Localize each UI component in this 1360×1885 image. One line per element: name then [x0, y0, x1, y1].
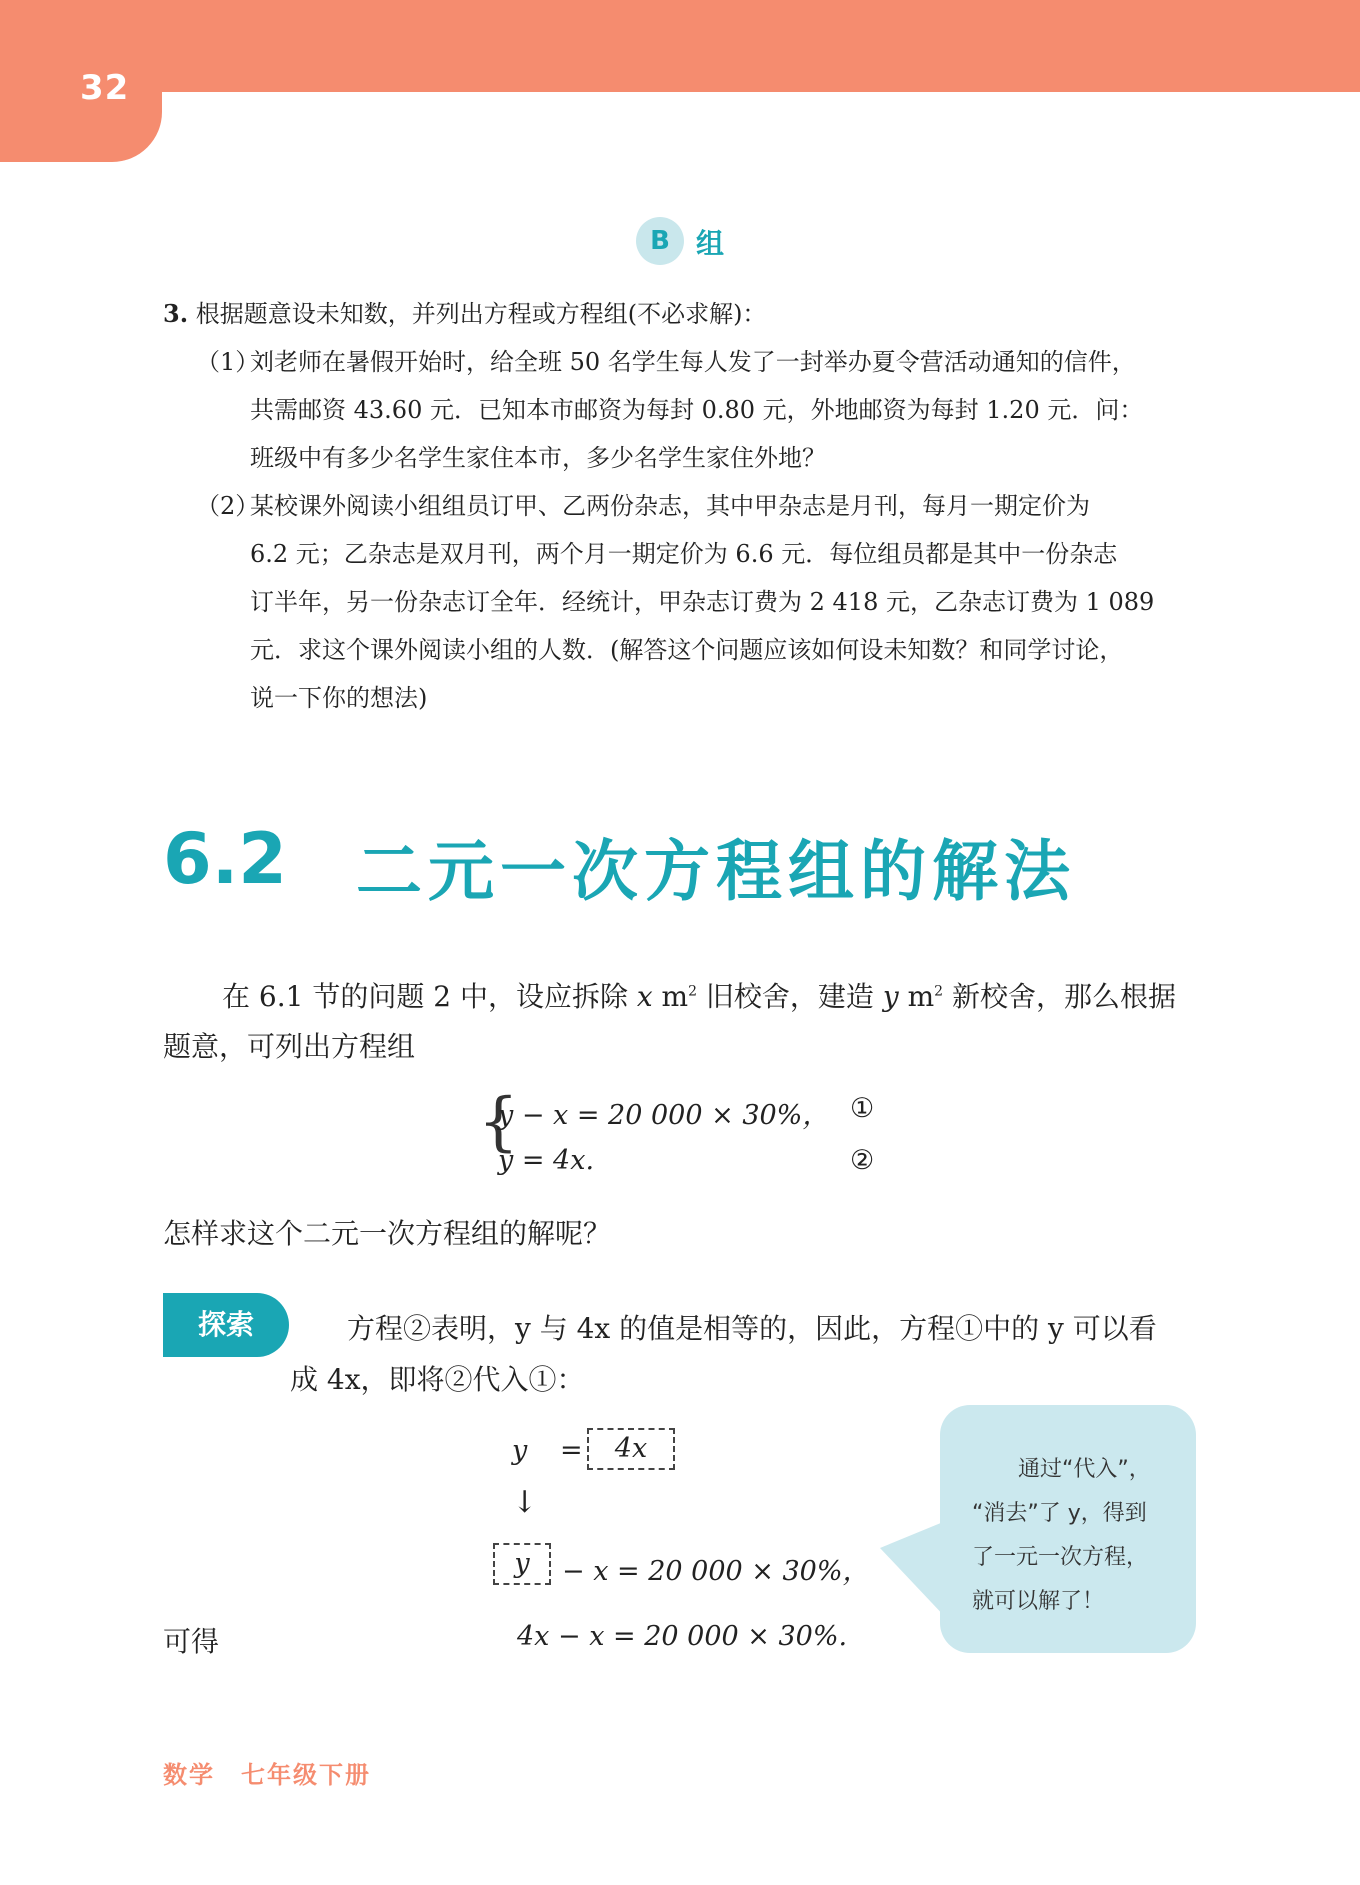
bubble-line: 通过“代入”， — [1018, 1457, 1151, 1482]
item-2-line: 元．求这个课外阅读小组的人数．(解答这个问题应该如何设未知数？和同学讨论， — [250, 636, 1124, 664]
intro-line-1 — [222, 975, 1176, 1015]
unit-sup: 2 — [934, 983, 944, 1000]
page-number: 32 — [80, 68, 130, 108]
section-number: 6.2 — [163, 818, 288, 900]
exercise-number: 3. — [163, 299, 189, 328]
sub-equals: = — [560, 1435, 583, 1466]
unit-sup: 2 — [688, 983, 698, 1000]
equation-2-mark: ② — [850, 1145, 875, 1176]
intro-line-2: 题意，可列出方程组 — [163, 1030, 416, 1063]
intro-text-b: 旧校舍，建造 — [697, 980, 883, 1013]
bubble-line: 就可以解了！ — [972, 1589, 1105, 1614]
system-brace: { — [478, 1085, 519, 1159]
sub-y: y — [512, 1435, 528, 1466]
down-arrow-icon: ↓ — [512, 1485, 538, 1520]
unit-m: m — [898, 980, 935, 1013]
section-title: 二元一次方程组的解法 — [356, 833, 1076, 910]
equation-1: y − x = 20 000 × 30%， — [498, 1100, 830, 1131]
intro-text-c: 新校舍，那么根据 — [943, 980, 1176, 1013]
result-label: 可得 — [163, 1625, 220, 1658]
item-2-line: 6.2 元；乙杂志是双月刊，两个月一期定价为 6.6 元．每位组员都是其中一份杂志 — [250, 540, 1118, 568]
item-2-line: 订半年，另一份杂志订全年．经统计，甲杂志订费为 2 418 元，乙杂志订费为 1 089 — [250, 588, 1155, 616]
exercise-item-1 — [250, 338, 1143, 482]
substituted-term-box: 4x — [587, 1428, 675, 1470]
question-text: 怎样求这个二元一次方程组的解呢？ — [163, 1217, 612, 1250]
group-label: 组 — [696, 227, 725, 260]
item-2-line: 说一下你的想法) — [250, 684, 428, 712]
exercise-item-2-label: （2） — [196, 492, 260, 520]
item-1-line: 班级中有多少名学生家住本市，多少名学生家住外地？ — [250, 444, 826, 472]
speech-bubble — [940, 1405, 1196, 1653]
explore-line-2: 成 4x，即将②代入①： — [290, 1363, 585, 1396]
explore-tab: 探索 — [163, 1293, 289, 1357]
header-band — [0, 0, 1360, 92]
group-badge: B — [636, 217, 684, 265]
explore-line-1: 方程②表明，y 与 4x 的值是相等的，因此，方程①中的 y 可以看 — [347, 1312, 1157, 1345]
equation-1-mark: ① — [850, 1093, 875, 1124]
unit-m: m — [652, 980, 689, 1013]
equation-2: y = 4x. — [498, 1145, 595, 1176]
var-y: y — [882, 980, 899, 1013]
exercise-item-2 — [250, 482, 1154, 722]
bubble-line: “消去”了 y，得到 — [972, 1501, 1147, 1526]
result-equation: 4x − x = 20 000 × 30%. — [517, 1621, 848, 1652]
exercise-intro — [163, 290, 766, 338]
bubble-line: 了一元一次方程， — [972, 1545, 1149, 1570]
bubble-tail — [880, 1520, 948, 1620]
item-2-line: 某校课外阅读小组组员订甲、乙两份杂志，其中甲杂志是月刊，每月一期定价为 — [250, 492, 1090, 520]
intro-text-a: 在 6.1 节的问题 2 中，设应拆除 — [222, 980, 637, 1013]
replaced-variable-box: y — [493, 1543, 551, 1585]
footer-book-title: 数学 七年级下册 — [163, 1761, 371, 1789]
exercise-item-1-label: （1） — [196, 348, 260, 376]
item-1-line: 刘老师在暑假开始时，给全班 50 名学生每人发了一封举办夏令营活动通知的信件， — [250, 348, 1136, 376]
exercise-intro-text: 根据题意设未知数，并列出方程或方程组(不必求解)： — [195, 300, 767, 328]
var-x: x — [636, 980, 653, 1013]
item-1-line: 共需邮资 43.60 元．已知本市邮资为每封 0.80 元，外地邮资为每封 1.20 元．问： — [250, 396, 1144, 424]
sub-equation-rest: − x = 20 000 × 30%， — [562, 1556, 870, 1587]
